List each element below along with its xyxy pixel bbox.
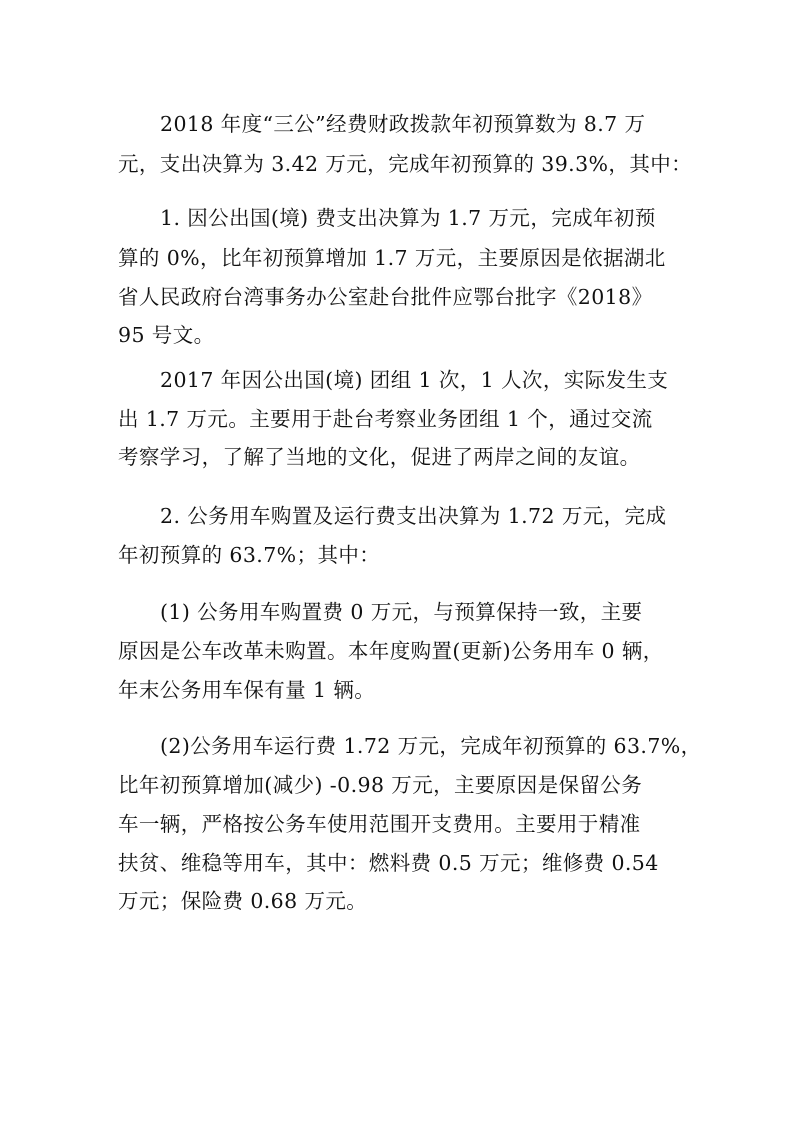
item-1-line-3: 省人民政府台湾事务办公室赴台批件应鄂台批字《2018》 (118, 285, 653, 309)
summary-line-2: 元，支出决算为 3.42 万元，完成年初预算的 39.3%，其中： (118, 152, 693, 176)
item-2-2-line-5: 万元；保险费 0.68 万元。 (118, 889, 368, 913)
item-1-detail-line-2: 出 1.7 万元。主要用于赴台考察业务团组 1 个，通过交流 (118, 407, 653, 431)
item-1-detail-line-3: 考察学习，了解了当地的文化，促进了两岸之间的友谊。 (118, 445, 641, 469)
item-1-line-2: 算的 0%，比年初预算增加 1.7 万元，主要原因是依据湖北 (118, 246, 666, 270)
summary-line-1: 2018 年度“三公”经费财政拨款年初预算数为 8.7 万 (160, 112, 646, 136)
item-2-line-1: 2. 公务用车购置及运行费支出决算为 1.72 万元，完成 (160, 504, 667, 528)
item-2-line-2: 年初预算的 63.7%；其中： (118, 543, 381, 567)
item-2-1-line-1: (1) 公务用车购置费 0 万元，与预算保持一致，主要 (160, 600, 643, 624)
item-1-line-4: 95 号文。 (118, 323, 215, 347)
item-1-line-1: 1. 因公出国(境) 费支出决算为 1.7 万元，完成年初预 (160, 206, 656, 230)
item-2-2-line-4: 扶贫、维稳等用车，其中：燃料费 0.5 万元；维修费 0.54 (118, 851, 659, 875)
item-2-2-line-3: 车一辆，严格按公务车使用范围开支费用。主要用于精准 (118, 812, 641, 836)
item-2-1-line-3: 年末公务用车保有量 1 辆。 (118, 678, 376, 702)
item-1-detail-line-1: 2017 年因公出国(境) 团组 1 次，1 人次，实际发生支 (160, 368, 669, 392)
item-2-1-line-2: 原因是公车改革未购置。本年度购置(更新)公务用车 0 辆， (118, 639, 664, 663)
item-2-2-line-2: 比年初预算增加(减少) -0.98 万元，主要原因是保留公务 (118, 773, 643, 797)
item-2-2-line-1: (2)公务用车运行费 1.72 万元，完成年初预算的 63.7%， (160, 734, 702, 758)
